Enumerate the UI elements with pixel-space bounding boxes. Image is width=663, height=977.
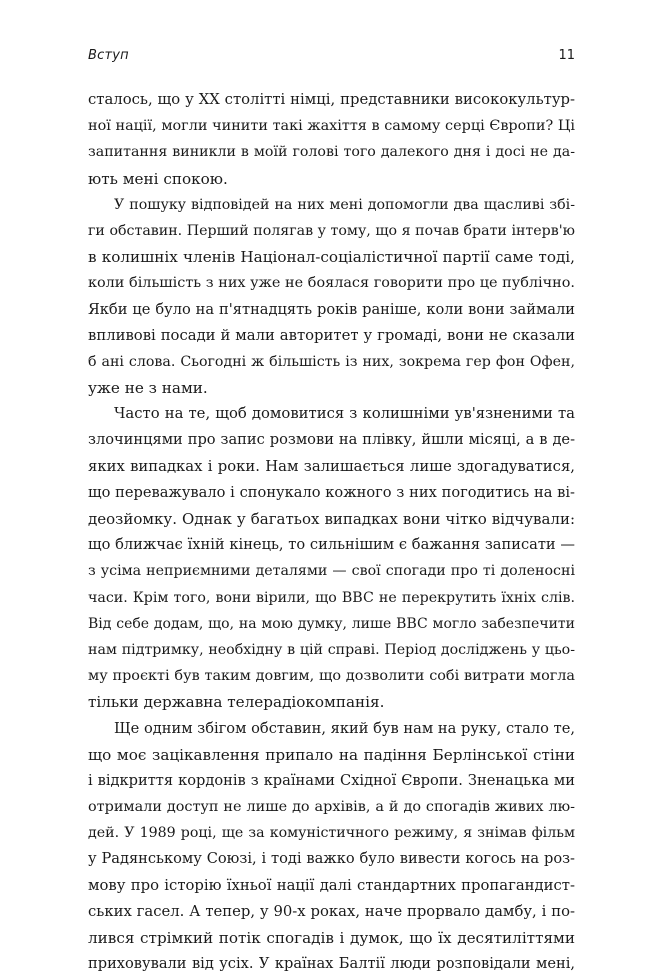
text-line: і відкриття кордонів з країнами Східної Європи. Зненацька ми: [88, 771, 575, 789]
text-line: Від себе додам, що, на мою думку, лише BBC могло забезпечити: [88, 615, 575, 632]
text-line: ських гасел. А тепер, у 90-х роках, наче прорвало дамбу, і по-: [88, 902, 575, 920]
text-line: Якби це було на п'ятнадцять років раніше, коли вони займали: [88, 300, 575, 318]
text-line: впливові посади й мали авторитет у громаді, вони не сказали: [88, 326, 575, 344]
text-line: лився стрімкий потік спогадів і думок, що їх десятиліттями: [88, 929, 575, 947]
page-header: [88, 48, 575, 72]
text-line: мову про історію їхньої нації далі стандартних пропагандист-: [88, 876, 575, 894]
text-line: що ближчає їхній кінець, то сильнішим є бажання записати —: [88, 536, 575, 554]
text-line: злочинцями про запис розмови на плівку, йшли місяці, а в де-: [88, 431, 575, 449]
text-line: що моє зацікавлення припало на падіння Берлінської стіни: [88, 745, 575, 764]
body-text: [88, 87, 575, 977]
text-line: запитання виникли в моїй голові того далекого дня і досі не да-: [88, 144, 575, 161]
text-line: коли більшість з них уже не боялася говорити про це публічно.: [88, 275, 575, 292]
text-line: з усіма неприємними деталями — свої спогади про ті доленосні: [88, 563, 575, 580]
text-line: Часто на те, щоб домовитися з колишніми ув'язненими та: [114, 405, 575, 423]
running-head: Вступ: [88, 48, 129, 63]
text-line: тільки державна телерадіокомпанія.: [88, 693, 385, 712]
text-line: сталось, що у XX столітті німці, представники висококультур-: [88, 91, 575, 108]
text-line: У пошуку відповідей на них мені допомогли два щасливі збі-: [114, 196, 575, 213]
text-line: приховували від усіх. У країнах Балтії люди розповідали мені,: [88, 955, 575, 973]
text-line: му проєкті був таким довгим, що дозволити собі витрати могла: [88, 668, 575, 685]
text-line: у Радянському Союзі, і тоді важко було вивести когось на роз-: [88, 850, 575, 868]
text-line: уже не з нами.: [88, 379, 208, 398]
text-line: ної нації, могли чинити такі жахіття в самому серці Європи? Ці: [88, 118, 575, 135]
text-line: ють мені спокою.: [88, 169, 228, 188]
text-line: яких випадках і роки. Нам залишається лише здогадуватися,: [88, 457, 575, 475]
text-line: б ані слова. Сьогодні ж більшість із них, зокрема гер фон Офен,: [88, 353, 575, 370]
text-line: деозйомку. Однак у багатьох випадках вони чітко відчували:: [88, 510, 575, 528]
text-line: часи. Крім того, вони вірили, що BBC не перекрутить їхніх слів.: [88, 589, 575, 606]
text-line: нам підтримку, необхідну в цій справі. Період досліджень у цьо-: [88, 641, 575, 658]
text-line: ги обставин. Перший полягав у тому, що я почав брати інтерв'ю: [88, 222, 575, 239]
text-line: дей. У 1989 році, ще за комуністичного режиму, я знімав фільм: [88, 825, 575, 842]
text-line: що переважувало і спонукало кожного з них погодитись на ві-: [88, 483, 575, 501]
page-number: 11: [558, 48, 575, 63]
text-line: в колишніх членів Націонал-соціалістичної партії саме тоді,: [88, 248, 575, 267]
text-line: Ще одним збігом обставин, який був нам на руку, стало те,: [114, 719, 575, 737]
text-line: отримали доступ не лише до архівів, а й до спогадів живих лю-: [88, 799, 575, 816]
